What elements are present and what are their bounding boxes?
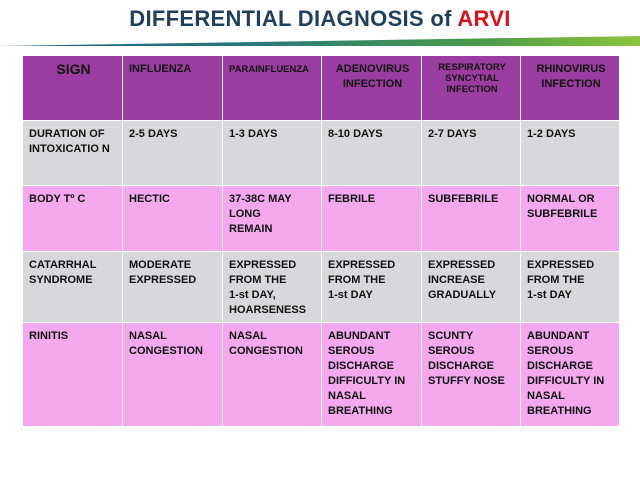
table-cell: SUBFEBRILE <box>422 186 521 252</box>
table-cell: HECTIC <box>123 186 223 252</box>
table-cell: NASAL CONGESTION <box>123 323 223 427</box>
header-cell-respiratory-syncytial: RESPIRATORY SYNCYTIAL INFECTION <box>422 56 521 121</box>
table-row <box>23 186 620 252</box>
title-accent: ARVI <box>457 6 511 31</box>
diagnosis-table <box>22 55 620 427</box>
table-row <box>23 121 620 186</box>
header-cell-parainfluenza: PARAINFLUENZA <box>223 56 322 121</box>
table-cell: EXPRESSED INCREASE GRADUALLY <box>422 252 521 323</box>
title-underline-decoration <box>0 36 640 46</box>
header-cell-adenovirus: ADENOVIRUS INFECTION <box>322 56 422 121</box>
table-cell: ABUNDANT SEROUS DISCHARGE DIFFICULTY IN NASAL BREATHING <box>322 323 422 427</box>
table-cell: 2-7 DAYS <box>422 121 521 186</box>
table-cell: EXPRESSED FROM THE 1-st DAY <box>521 252 620 323</box>
header-cell-influenza: INFLUENZA <box>123 56 223 121</box>
table-row <box>23 252 620 323</box>
table-cell: 37-38C MAY LONG REMAIN <box>223 186 322 252</box>
table-cell: 1-2 DAYS <box>521 121 620 186</box>
table-cell-sign: DURATION OF INTOXICATIO N <box>23 121 123 186</box>
table-cell-sign: RINITIS <box>23 323 123 427</box>
table-cell: 2-5 DAYS <box>123 121 223 186</box>
table-cell: 8-10 DAYS <box>322 121 422 186</box>
table-cell: EXPRESSED FROM THE 1-st DAY, HOARSENESS <box>223 252 322 323</box>
table-cell: NASAL CONGESTION <box>223 323 322 427</box>
table-cell: NORMAL OR SUBFEBRILE <box>521 186 620 252</box>
table-row <box>23 323 620 427</box>
title-main: DIFFERENTIAL DIAGNOSIS of <box>129 6 452 31</box>
table-cell: ABUNDANT SEROUS DISCHARGE DIFFICULTY IN NASAL BREATHING <box>521 323 620 427</box>
table-cell: FEBRILE <box>322 186 422 252</box>
table-cell-sign: CATARRHAL SYNDROME <box>23 252 123 323</box>
table-cell-sign: BODY Tº C <box>23 186 123 252</box>
title-area <box>0 0 640 40</box>
table-header-row <box>23 56 620 121</box>
table-cell: EXPRESSED FROM THE 1-st DAY <box>322 252 422 323</box>
table-cell: SCUNTY SEROUS DISCHARGE STUFFY NOSE <box>422 323 521 427</box>
header-cell-sign: SIGN <box>23 56 123 121</box>
header-cell-rhinovirus: RHINOVIRUS INFECTION <box>521 56 620 121</box>
table-cell: MODERATE EXPRESSED <box>123 252 223 323</box>
page-title <box>0 6 640 32</box>
table-cell: 1-3 DAYS <box>223 121 322 186</box>
